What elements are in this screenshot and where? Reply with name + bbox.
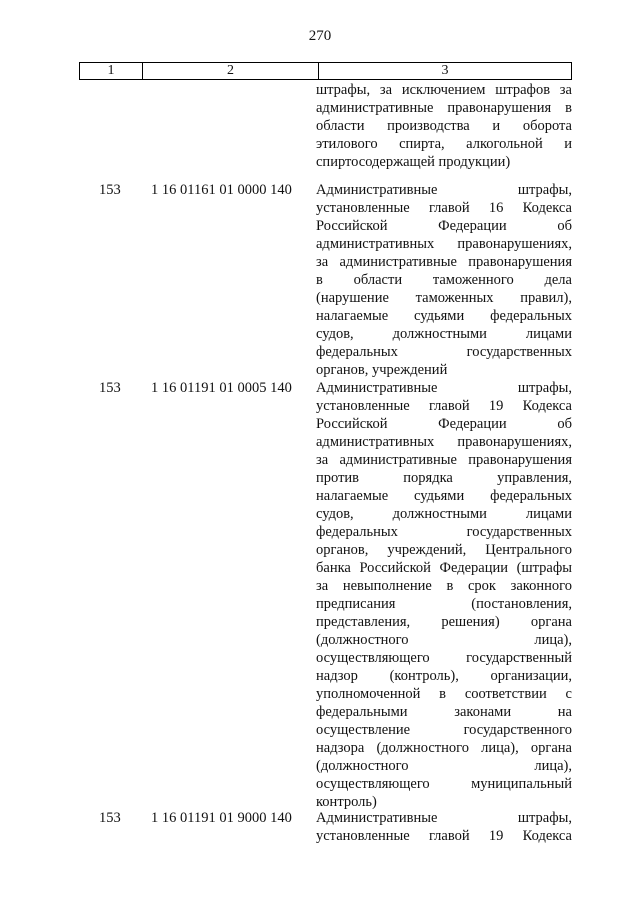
desc-line: установленные главой 19 Кодекса xyxy=(316,828,572,844)
page-number: 270 xyxy=(308,28,332,44)
desc-line: штрафы, за исключением штрафов за xyxy=(316,82,572,98)
desc-line: представления, решения) органа xyxy=(316,614,572,630)
desc-line: надзора (должностного лица), органа xyxy=(316,740,572,756)
entry-description xyxy=(316,181,572,379)
desc-line: органов, учреждений xyxy=(316,362,448,378)
desc-line: федеральных государственных xyxy=(316,344,572,360)
desc-line: против порядка управления, xyxy=(316,470,572,486)
entry-number: 153 xyxy=(99,810,121,826)
header-col-1: 1 xyxy=(80,63,143,79)
desc-line: надзор (контроль), организации, xyxy=(316,668,572,684)
desc-line: за невыполнение в срок законного xyxy=(316,578,572,594)
entry-code: 1 16 01161 01 0000 140 xyxy=(151,182,292,198)
desc-line: установленные главой 16 Кодекса xyxy=(316,200,572,216)
desc-line: уполномоченной в соответствии с xyxy=(316,686,572,702)
desc-line: Административные штрафы, xyxy=(316,810,572,826)
entry-code: 1 16 01191 01 0005 140 xyxy=(151,380,292,396)
desc-line: банка Российской Федерации (штрафы xyxy=(316,560,572,576)
desc-line: административных правонарушениях, xyxy=(316,434,572,450)
desc-line: за административные правонарушения xyxy=(316,452,572,468)
entry-code: 1 16 01191 01 9000 140 xyxy=(151,810,292,826)
desc-line: (нарушение таможенных правил), xyxy=(316,290,572,306)
desc-line: налагаемые судьями федеральных xyxy=(316,308,572,324)
desc-line: административных правонарушениях, xyxy=(316,236,572,252)
desc-line: Российской Федерации об xyxy=(316,416,572,432)
desc-line: федеральными законами на xyxy=(316,704,572,720)
desc-line: осуществляющего муниципальный xyxy=(316,776,572,792)
desc-line: предписания (постановления, xyxy=(316,596,572,612)
desc-line: области производства и оборота xyxy=(316,118,572,134)
table-header-row xyxy=(79,62,572,80)
desc-line: органов, учреждений, Центрального xyxy=(316,542,572,558)
entry-number: 153 xyxy=(99,380,121,396)
desc-line: осуществляющего государственный xyxy=(316,650,572,666)
desc-line: спиртосодержащей продукции) xyxy=(316,154,511,170)
desc-line: этилового спирта, алкогольной и xyxy=(316,136,572,152)
entry-description xyxy=(316,809,572,845)
desc-line: административные правонарушения в xyxy=(316,100,572,116)
desc-line: осуществление государственного xyxy=(316,722,572,738)
desc-line: контроль) xyxy=(316,794,377,810)
desc-line: за административные правонарушения xyxy=(316,254,572,270)
desc-line: федеральных государственных xyxy=(316,524,572,540)
desc-line: Административные штрафы, xyxy=(316,182,572,198)
desc-line: судов, должностными лицами xyxy=(316,506,572,522)
entry-number: 153 xyxy=(99,182,121,198)
desc-line: установленные главой 19 Кодекса xyxy=(316,398,572,414)
desc-line: в области таможенного дела xyxy=(316,272,572,288)
desc-line: налагаемые судьями федеральных xyxy=(316,488,572,504)
continuation-text xyxy=(316,81,572,171)
entry-description xyxy=(316,379,572,811)
desc-line: Российской Федерации об xyxy=(316,218,572,234)
desc-line: Административные штрафы, xyxy=(316,380,572,396)
desc-line: (должностного лица), xyxy=(316,758,572,774)
desc-line: (должностного лица), xyxy=(316,632,572,648)
desc-line: судов, должностными лицами xyxy=(316,326,572,342)
header-col-2: 2 xyxy=(143,63,319,79)
header-col-3: 3 xyxy=(441,63,449,78)
